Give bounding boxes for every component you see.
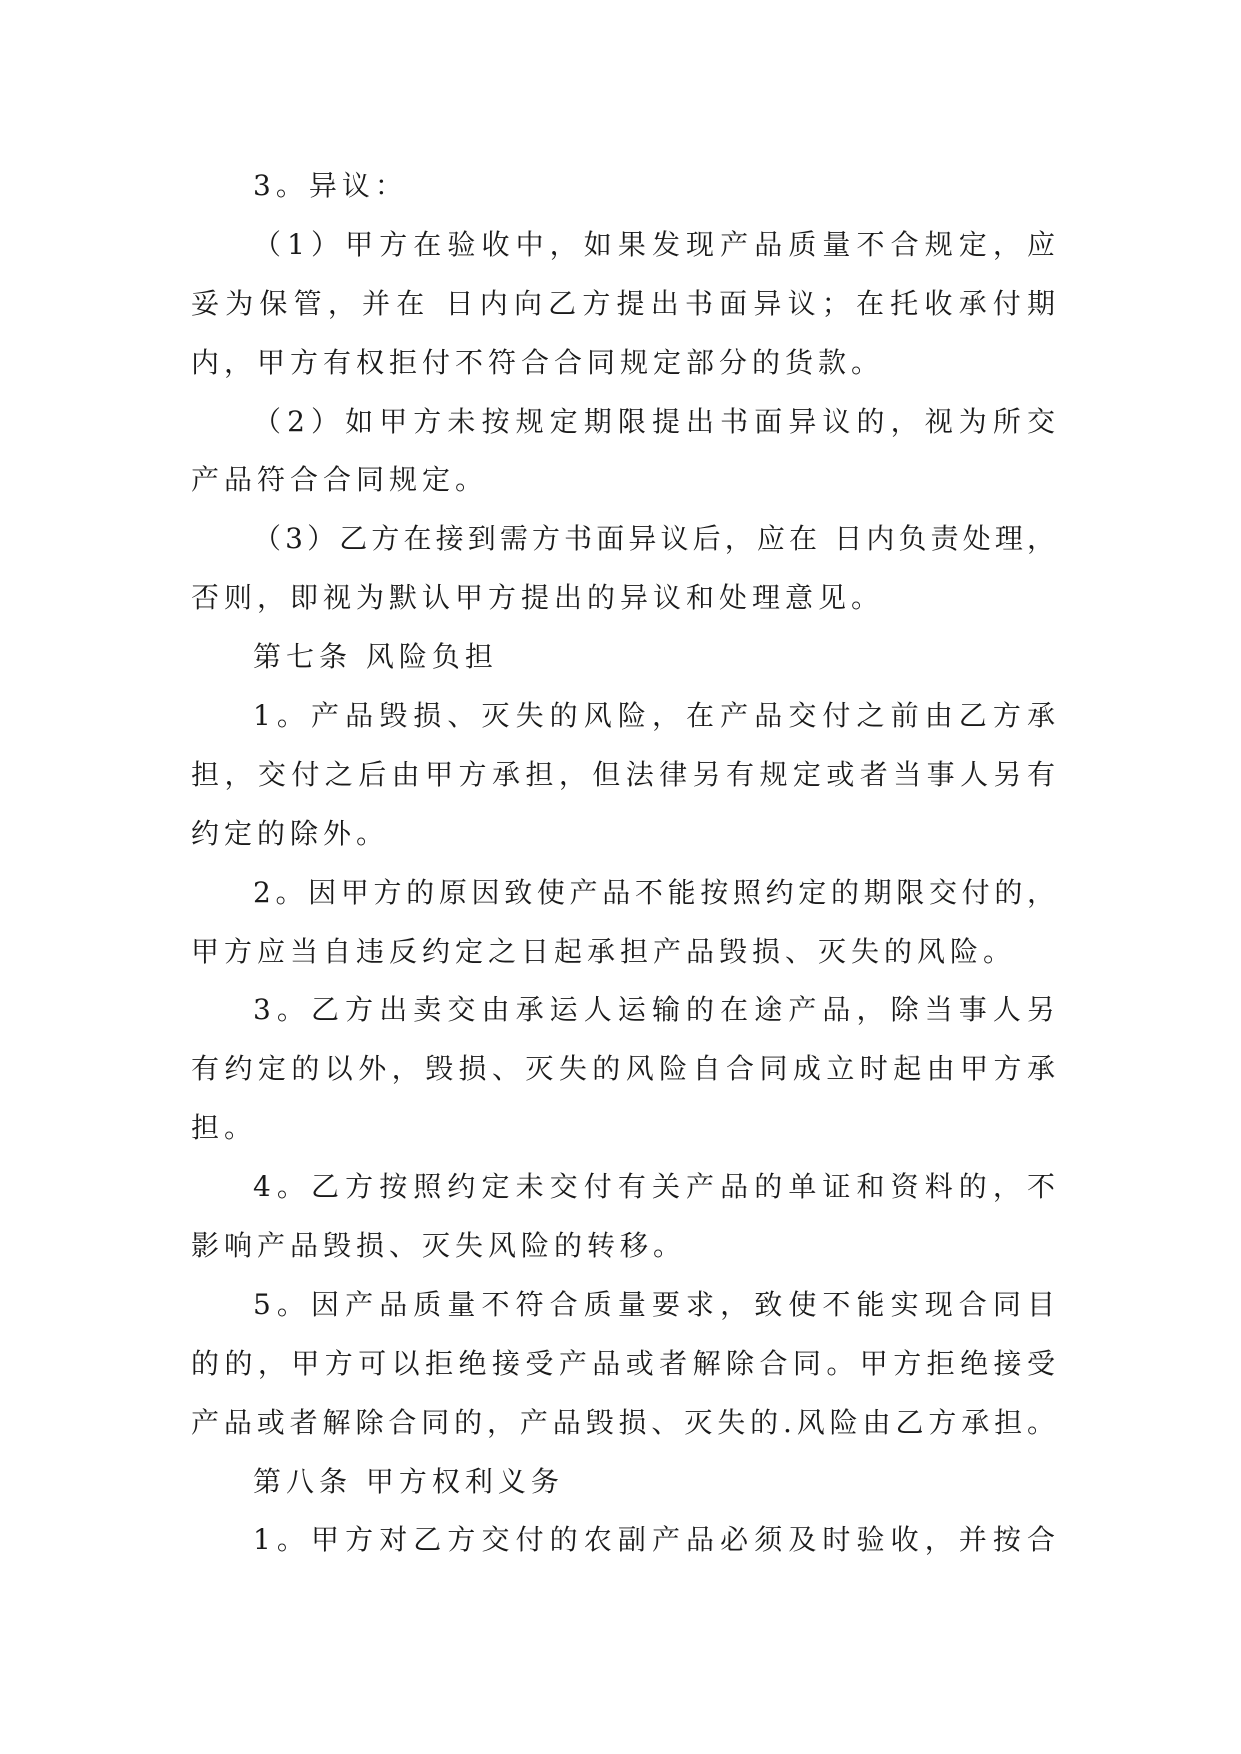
- clause-heading: [191, 157, 1058, 216]
- text-line: 产品符合合同规定。: [191, 463, 489, 497]
- document-body: [191, 157, 1058, 1570]
- text-line: （2）如甲方未按规定期限提出书面异议的，视为所交: [253, 404, 1058, 438]
- text-line: 4。乙方按照约定未交付有关产品的单证和资料的，不: [253, 1170, 1058, 1204]
- paragraph: [191, 510, 1058, 628]
- article-heading: [191, 628, 1058, 687]
- text-line: 1。产品毁损、灭失的风险，在产品交付之前由乙方承: [253, 699, 1058, 733]
- text-line: 有约定的以外，毁损、灭失的风险自合同成立时起由甲方承: [191, 1052, 1058, 1086]
- article-heading: [191, 1453, 1058, 1512]
- paragraph: [191, 393, 1058, 511]
- paragraph: [191, 216, 1058, 393]
- paragraph: [191, 687, 1058, 864]
- text-line: 产品或者解除合同的，产品毁损、灭失的.风险由乙方承担。: [191, 1405, 1058, 1439]
- text-line: 第八条 甲方权利义务: [253, 1464, 564, 1498]
- text-line: 担。: [191, 1111, 258, 1145]
- text-line: 内，甲方有权拒付不符合合同规定部分的货款。: [191, 345, 885, 379]
- text-line: 2。因甲方的原因致使产品不能按照约定的期限交付的，: [253, 875, 1058, 909]
- paragraph: [191, 1276, 1058, 1453]
- text-line: 1。甲方对乙方交付的农副产品必须及时验收，并按合: [253, 1523, 1058, 1557]
- text-line: 约定的除外。: [191, 816, 390, 850]
- paragraph: [191, 1158, 1058, 1276]
- text-line: （1）甲方在验收中，如果发现产品质量不合规定，应: [253, 227, 1058, 261]
- paragraph: [191, 864, 1058, 982]
- text-line: 5。因产品质量不符合质量要求，致使不能实现合同目: [253, 1287, 1058, 1321]
- paragraph: [191, 1511, 1058, 1570]
- text-line: 担，交付之后由甲方承担，但法律另有规定或者当事人另有: [191, 757, 1058, 791]
- text-line: 否则，即视为默认甲方提出的异议和处理意见。: [191, 581, 885, 615]
- text-line: 3。乙方出卖交由承运人运输的在途产品，除当事人另: [253, 993, 1058, 1027]
- paragraph: [191, 981, 1058, 1158]
- text-line: 3。异议：: [253, 169, 408, 202]
- text-line: 第七条 风险负担: [253, 640, 498, 674]
- text-line: （3）乙方在接到需方书面异议后，应在 日内负责处理，: [253, 522, 1058, 556]
- text-line: 甲方应当自违反约定之日起承担产品毁损、灭失的风险。: [191, 934, 1017, 968]
- text-line: 的的，甲方可以拒绝接受产品或者解除合同。甲方拒绝接受: [191, 1346, 1058, 1380]
- text-line: 妥为保管，并在 日内向乙方提出书面异议；在托收承付期: [191, 286, 1058, 320]
- text-line: 影响产品毁损、灭失风险的转移。: [191, 1229, 687, 1263]
